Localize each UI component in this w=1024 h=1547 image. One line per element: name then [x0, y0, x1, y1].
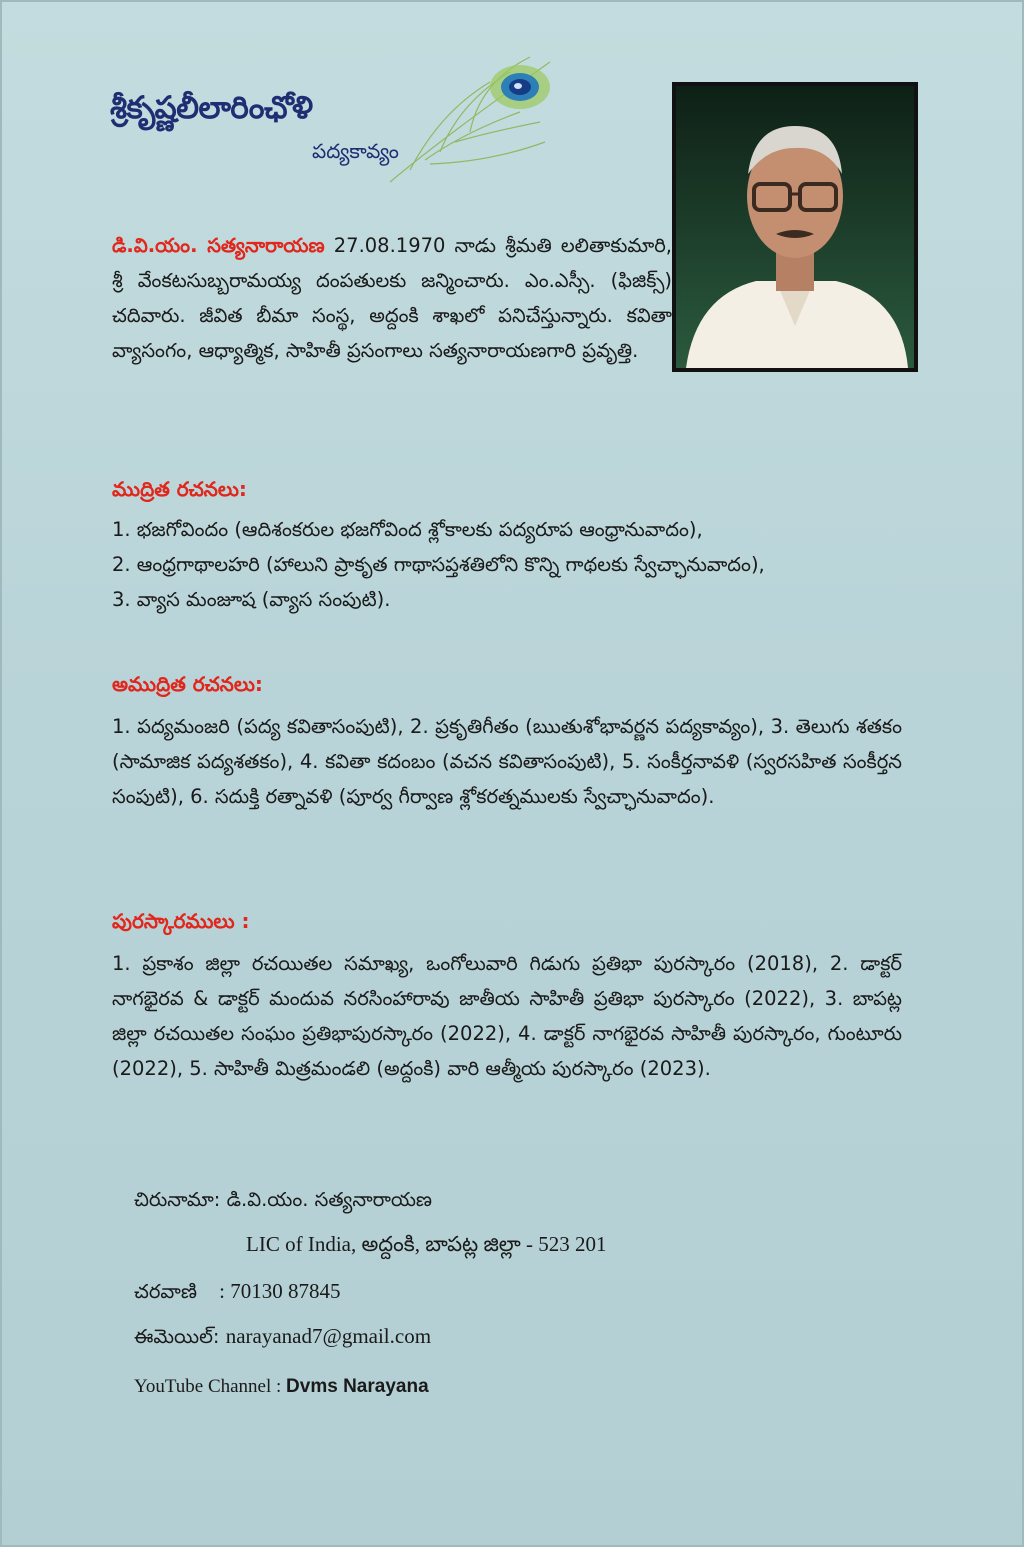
- author-bio: [112, 228, 672, 368]
- phone-number: : 70130 87845: [219, 1279, 341, 1303]
- address-line: [246, 1232, 607, 1262]
- email-row: [134, 1324, 431, 1353]
- address-text: LIC of India, అద్దంకి, బాపట్ల జిల్లా - 523 201: [246, 1232, 607, 1256]
- bio-text: 27.08.1970 నాడు శ్రీమతి లలితాకుమారి, శ్రీ వేంకటసుబ్బరామయ్య దంపతులకు జన్మించారు. ఎం.ఎస్సీ. (ఫిజిక్స్) చదివారు. జీవిత బీమా సంస్థ, అద్దంకి శాఖలో పనిచేస్తున్నారు. కవితా వ్యాసంగం, ఆధ్యాత్మిక, సాహితీ ప్రసంగాలు సత్యనారాయణగారి ప్రవృత్తి.: [112, 234, 673, 362]
- title-block: [110, 84, 460, 194]
- address-row: [134, 1188, 432, 1216]
- youtube-row: [134, 1376, 429, 1398]
- address-name: డి.వి.యం. సత్యనారాయణ: [226, 1188, 433, 1211]
- address-label: చిరునామా:: [134, 1188, 221, 1211]
- author-photo: [672, 82, 918, 372]
- list-item: 1. భజగోవిందం (ఆదిశంకరుల భజగోవింద శ్లోకాలకు పద్యరూప ఆంధ్రానువాదం),: [112, 518, 703, 541]
- youtube-channel: Dvms Narayana: [286, 1376, 429, 1397]
- phone-row: [134, 1279, 340, 1308]
- awards-heading: పురస్కారములు :: [112, 909, 250, 933]
- published-heading: ముద్రిత రచనలు:: [112, 477, 247, 501]
- published-list: [112, 512, 902, 617]
- awards-text: 1. ప్రకాశం జిల్లా రచయితల సమాఖ్య, ఒంగోలువారి గిడుగు ప్రతిభా పురస్కారం (2018), 2. డాక్టర్ నాగభైరవ & డాక్టర్ మందువ నరసింహారావు జాతీయ సాహితీ ప్రతిభా పురస్కారం (2022), 3. బాపట్ల జిల్లా రచయితల సంఘం ప్రతిభాపురస్కారం (2022), 4. డాక్టర్ నాగభైరవ సాహితీ పురస్కారం, గుంటూరు (2022), 5. సాహితీ మిత్రమండలి (అద్దంకి) వారి ఆత్మీయ పురస్కారం (2023).: [112, 952, 902, 1080]
- author-name: డి.వి.యం. సత్యనారాయణ: [112, 234, 325, 257]
- phone-label: చరవాణి: [134, 1280, 197, 1303]
- youtube-label: YouTube Channel :: [134, 1376, 282, 1397]
- book-subtitle: పద్యకావ్యం: [312, 139, 399, 163]
- book-title: శ్రీకృష్ణలీలారింఛోళి: [110, 90, 313, 126]
- list-item: 3. వ్యాస మంజూష (వ్యాస సంపుటి).: [112, 588, 391, 611]
- unpublished-text: 1. పద్యమంజరి (పద్య కవితాసంపుటి), 2. ప్రకృతిగీతం (ఋతుశోభావర్ణన పద్యకావ్యం), 3. తెలుగు శతకం (సామాజిక పద్యశతకం), 4. కవితా కదంబం (వచన కవితాసంపుటి), 5. సంకీర్తనావళి (స్వరసహిత సంకీర్తన సంపుటి), 6. సదుక్తి రత్నావళి (పూర్వ గీర్వాణ శ్లోకరత్నములకు స్వేచ్ఛానువాదం).: [112, 715, 902, 808]
- email-label: ఈమెయిల్:: [134, 1325, 220, 1348]
- list-item: 2. ఆంధ్రగాథాలహరి (హాలుని ప్రాకృత గాథాసప్తశతిలోని కొన్ని గాథలకు స్వేచ్ఛానువాదం),: [112, 553, 765, 576]
- unpublished-heading: అముద్రిత రచనలు:: [112, 672, 263, 696]
- email-address: narayanad7@gmail.com: [225, 1324, 432, 1348]
- peacock-feather-icon: [370, 42, 570, 192]
